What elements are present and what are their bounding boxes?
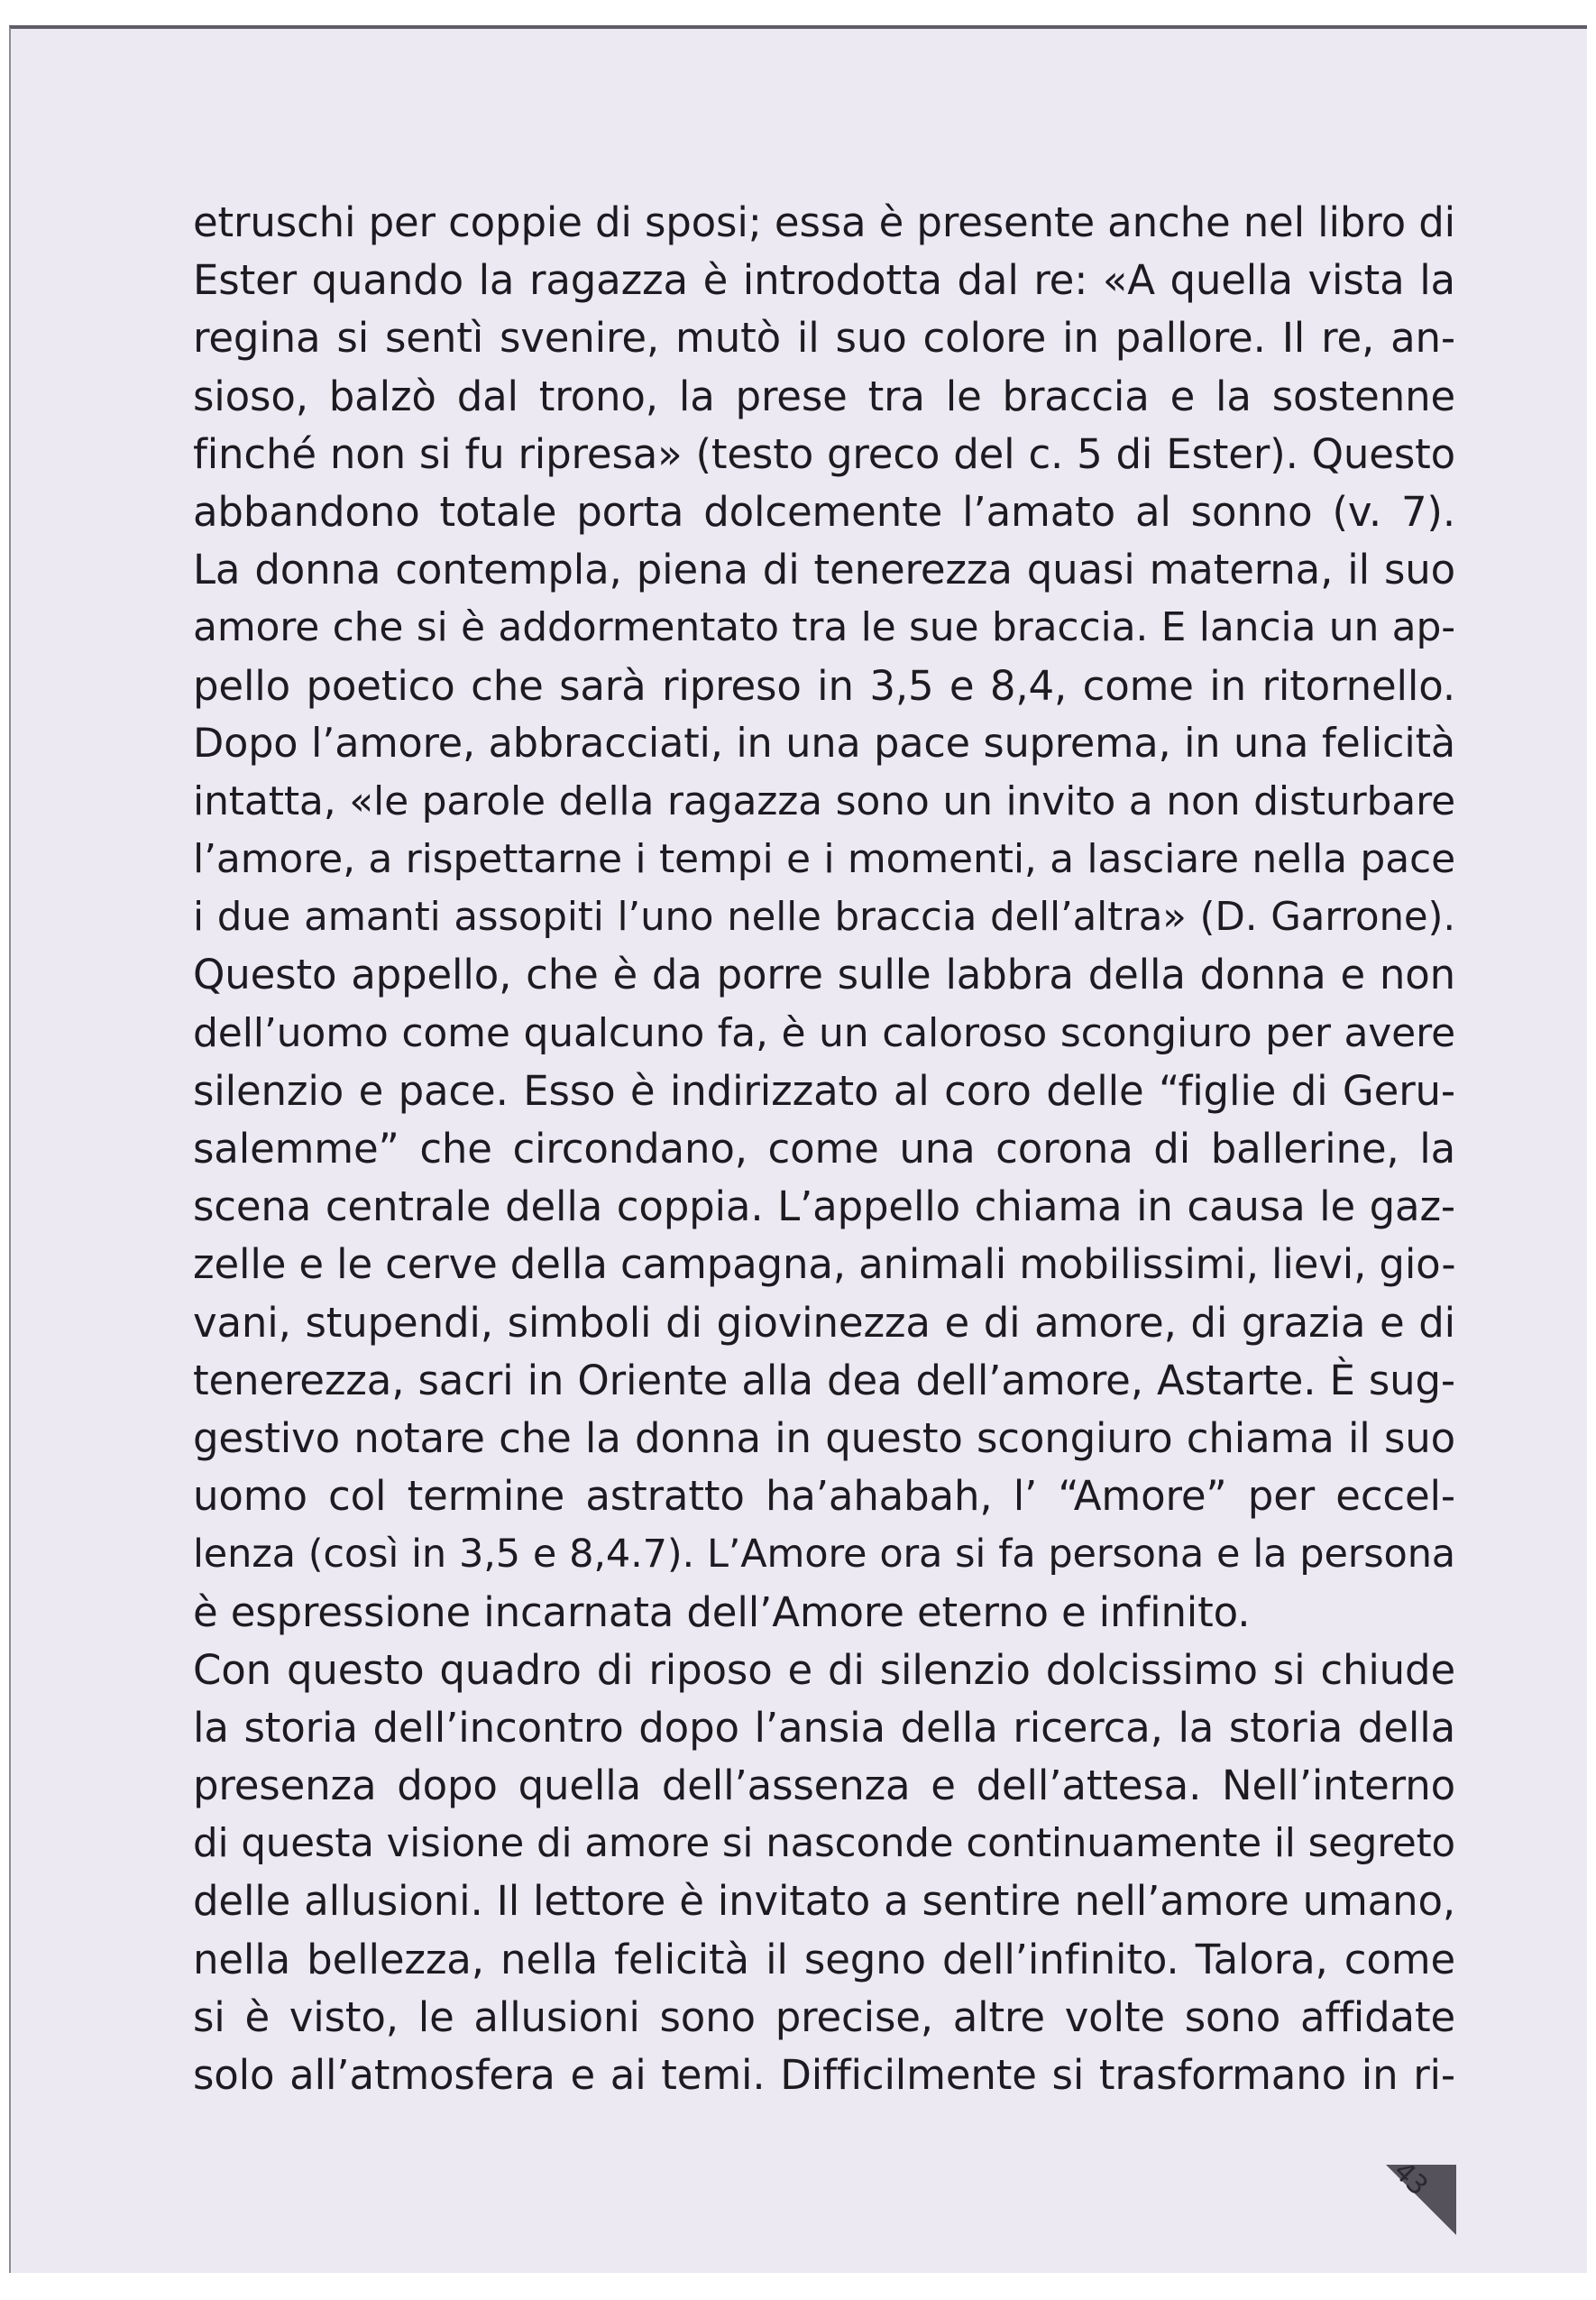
text-line: la storia dell’incontro dopo l’ansia della ricerca, la storia della	[193, 1703, 1455, 1752]
text-line: intatta, «le parole della ragazza sono un invito a non disturbare	[193, 777, 1455, 824]
text-line: finché non si fu ripresa» (testo greco del c. 5 di Ester). Questo	[193, 429, 1455, 478]
text-line: abbandono totale porta dolcemente l’amato al sonno (v. 7).	[193, 487, 1455, 536]
text-line: zelle e le cerve della campagna, animali mobilissimi, lievi, gio-	[193, 1240, 1456, 1289]
text-line: di questa visione di amore si nasconde continuamente il segreto	[193, 1821, 1455, 1867]
text-line: l’amore, a rispettarne i tempi e i momenti, a lasciare nella pace	[193, 836, 1455, 883]
text-line: tenerezza, sacri in Oriente alla dea dell’amore, Astarte. È sug-	[193, 1356, 1455, 1404]
text-line: silenzio e pace. Esso è indirizzato al coro delle “figlie di Geru-	[193, 1066, 1455, 1115]
book-page	[9, 25, 1587, 2273]
text-line: lenza (così in 3,5 e 8,4.7). L’Amore ora si fa persona e la persona	[193, 1532, 1455, 1578]
text-line: vani, stupendi, simboli di giovinezza e di amore, di grazia e di	[193, 1298, 1455, 1347]
text-line: uomo col termine astratto ha’ahabah, l’ “Amore” per eccel-	[193, 1472, 1455, 1521]
text-line: dell’uomo come qualcuno fa, è un caloroso scongiuro per avere	[193, 1009, 1455, 1056]
text-line: amore che si è addormentato tra le sue braccia. E lancia un ap-	[193, 604, 1455, 651]
text-line: Dopo l’amore, abbracciati, in una pace suprema, in una felicità	[193, 720, 1455, 767]
text-line: gestivo notare che la donna in questo scongiuro chiama il suo	[193, 1413, 1455, 1462]
text-line: delle allusioni. Il lettore è invitato a sentire nell’amore umano,	[193, 1877, 1455, 1926]
text-line: etruschi per coppie di sposi; essa è presente anche nel libro di	[193, 198, 1455, 246]
text-line: Con questo quadro di riposo e di silenzio dolcissimo si chiude	[193, 1645, 1455, 1694]
text-line: sioso, balzò dal trono, la prese tra le braccia e la sostenne	[193, 372, 1455, 420]
text-line: Ester quando la ragazza è introdotta dal re: «A quella vista la	[193, 256, 1455, 305]
text-line: presenza dopo quella dell’assenza e dell’attesa. Nell’interno	[193, 1762, 1455, 1810]
page-number: 43	[1387, 2155, 1435, 2203]
text-line: solo all’atmosfera e ai temi. Difficilmente si trasformano in ri-	[193, 2051, 1455, 2099]
body-text	[193, 194, 1455, 2104]
text-line: è espressione incarnata dell’Amore eterno e infinito.	[193, 1587, 1251, 1636]
text-line: nella bellezza, nella felicità il segno dell’infinito. Talora, come	[193, 1935, 1455, 1983]
text-line: scena centrale della coppia. L’appello chiama in causa le gaz-	[193, 1182, 1455, 1231]
text-line: Questo appello, che è da porre sulle labbra della donna e non	[193, 951, 1455, 999]
text-line: salemme” che circondano, come una corona di ballerine, la	[193, 1125, 1455, 1173]
text-line: si è visto, le allusioni sono precise, altre volte sono affidate	[193, 1992, 1455, 2041]
text-line: i due amanti assopiti l’uno nelle braccia dell’altra» (D. Garrone).	[193, 895, 1455, 941]
text-line: pello poetico che sarà ripreso in 3,5 e 8,4, come in ritornello.	[193, 661, 1455, 710]
text-line: regina si sentì svenire, mutò il suo colore in pallore. Il re, an-	[193, 314, 1455, 363]
text-line: La donna contempla, piena di tenerezza quasi materna, il suo	[193, 546, 1455, 594]
